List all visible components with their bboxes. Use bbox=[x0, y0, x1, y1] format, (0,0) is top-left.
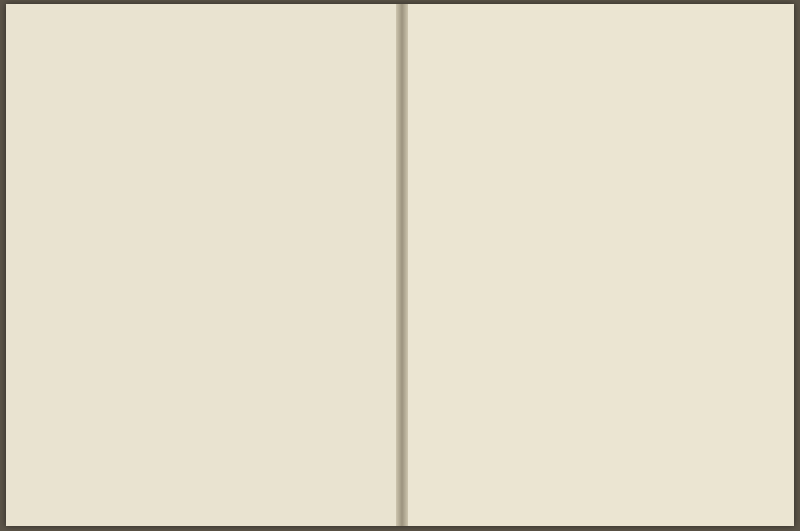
left-page bbox=[6, 4, 398, 526]
right-page bbox=[406, 4, 794, 526]
book-spread bbox=[6, 4, 794, 526]
book-gutter bbox=[396, 4, 408, 526]
